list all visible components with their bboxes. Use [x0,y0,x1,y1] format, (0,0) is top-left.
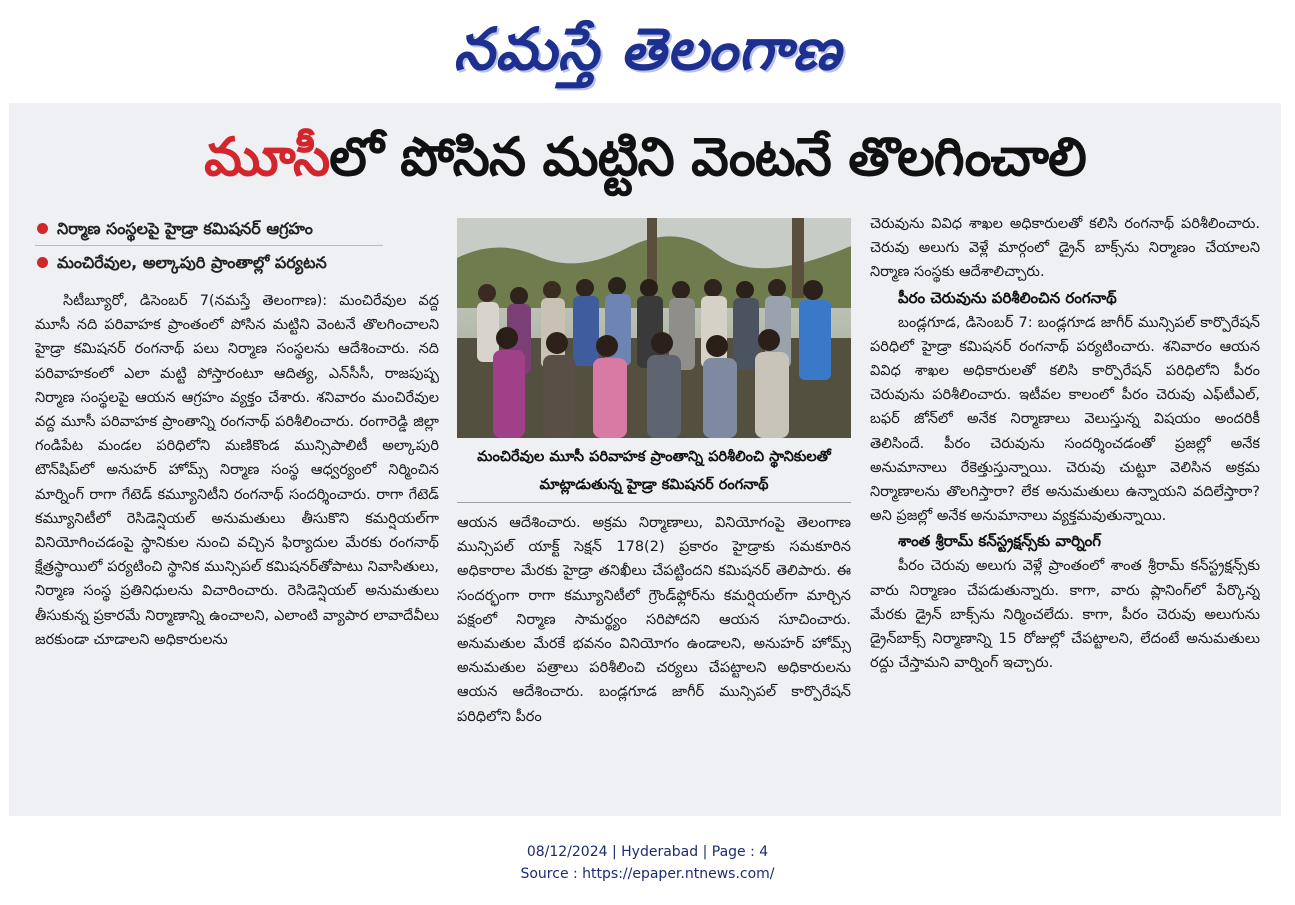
article-paragraph: ఆయన ఆదేశించారు. అక్రమ నిర్మాణాలు, వినియోగంపై తెలంగాణ మున్సిపల్ యాక్ట్ సెక్షన్ 178(2) ప్రకారం హైడ్రాకు సమకూరిన అధికారాల మేరకు హైడ్రా తనిఖీలు చేపట్టిందని కమిషనర్ తెలిపారు. ఈ సందర్భంగా రాగా కమ్యూనిటీలో గ్రౌండ్‌ఫ్లోర్‌ను కమర్షియల్‌గా మార్చిన పక్షంలో నిర్మాణ సామర్థ్యం సరిపోదని ఆయన సూచించారు. అనుమతుల మేరకే భవనం వినియోగం ఉండాలని, అనుహర్ హోమ్స్ అనుమతుల పత్రాలు పరిశీలించి చర్యలు చేపట్టాలని అధికారులను ఆయన ఆదేశించారు. బండ్లగూడ జాగీర్ మున్సిపల్ కార్పొరేషన్ పరిధిలోని పీరం [457,515,851,725]
subheading: పీరం చెరువును పరిశీలించిన రంగనాథ్ [898,288,1117,307]
source-line: Source : https://epaper.ntnews.com/ [520,866,775,882]
photo-caption: మంచిరేవుల మూసీ పరివాహక ప్రాంతాన్ని పరిశీలించి స్థానికులతో మాట్లాడుతున్న హైడ్రా కమిషనర్ రంగనాథ్ [457,443,851,503]
bullet-dot-icon [37,257,48,268]
article-paragraph: చెరువును వివిధ శాఖల అధికారులతో కలిసి రంగనాథ్ పరిశీలించారు. చెరువు అలుగు వెళ్లే మార్గంలో డ్రైన్ బాక్స్‌ను నిర్మాణం చేయాలని నిర్మాణ సంస్థకు ఆదేశాలిచ్చారు. [870,216,1260,281]
newspaper-logo: నమస్తే తెలంగాణ [453,15,842,83]
highlight-item [35,212,383,245]
headline-highlight: మూసీ [204,127,330,188]
bullet-dot-icon [37,223,48,234]
subheading: శాంత శ్రీరామ్ కన్‌స్ట్రక్షన్స్‌కు వార్నింగ్ [898,532,1101,551]
masthead [0,8,1295,90]
crowd-photo-image [457,218,851,438]
page-footer [0,841,1295,885]
headline [9,113,1281,203]
article-paragraph: సిటీబ్యూరో, డిసెంబర్ 7(నమస్తే తెలంగాణ): మంచిరేవుల వద్ద మూసీ నది పరివాహక ప్రాంతంలో పోసిన మట్టిని వెంటనే తొలగించాలని హైడ్రా కమిషనర్ రంగనాథ్ పలు నిర్మాణ సంస్థలను ఆదేశించారు. నది పరివాహకంలో ఎలా మట్టి పోస్తారంటూ ఆదిత్య, ఎన్‌సీసీ, రాజపుష్ప నిర్మాణ సంస్థలపై ఆయన ఆగ్రహం వ్యక్తం చేశారు. శనివారం మంచిరేవుల వద్ద మూసీ పరివాహక ప్రాంతాన్ని రంగనాథ్ పరిశీలించారు. రంగారెడ్డి జిల్లా గండిపేట మండల పరిధిలోని మణికొండ మున్సిపాలిటీ అల్కాపురి టౌన్‌షిప్‌లో అనుహర్ హోమ్స్ నిర్మాణ సంస్థ ఆధ్వర్యంలో నిర్మించిన మార్నింగ్ రాగా గేటెడ్ కమ్యూనిటీని రంగనాథ్ సందర్శించారు. రాగా గేటెడ్ కమ్యూనిటీలో రెసిడెన్షియల్ అనుమతులు తీసుకొని కమర్షియల్‌గా వినియోగించడంపై స్థానికుల నుంచి వచ్చిన ఫిర్యాదుల మేరకు రంగనాథ్ క్షేత్రస్థాయిలో పర్యటించి స్థానిక మున్సిపల్ కమిషనర్‌తోపాటు నివాసితులు, నిర్మాణ సంస్థ ప్రతినిధులను విచారించారు. రెసిడెన్షియల్ అనుమతులు తీసుకున్న ప్రకారమే నిర్మాణాన్ని ఉంచాలని, ఎలాంటి వ్యాపార లావాదేవీలు జరకుండా చూడాలని అధికారులను [35,293,439,648]
news-photo [457,218,851,438]
article-column-3 [870,212,1260,812]
news-clipping [9,103,1281,816]
highlight-item [35,245,383,278]
highlight-text: నిర్మాణ సంస్థలపై హైడ్రా కమిషనర్ ఆగ్రహం [57,219,313,238]
article-paragraph: బండ్లగూడ, డిసెంబర్ 7: బండ్లగూడ జాగీర్ మున్సిపల్ కార్పొరేషన్ పరిధిలో హైడ్రా కమిషనర్ రంగనాథ్ పర్యటించారు. శనివారం ఆయన వివిధ శాఖల అధికారులతో కలిసి కార్పొరేషన్ పరిధిలోని పీరం చెరువును పరిశీలించారు. ఇటీవల కాలంలో పీరం చెరువు ఎఫ్‌టీఎల్, బఫర్ జోన్‌లో అనేక నిర్మాణాలు వెలుస్తున్న విషయం అందరికీ తెలిసిందే. పీరం చెరువును సందర్శించడంతో ప్రజల్లో అనేక అనుమానాలు రేకెత్తుస్తున్నాయి. చెరువు చుట్టూ వెలిసిన అక్రమ నిర్మాణాలను తొలగిస్తారా? లేక అనుమతులు ఉన్నాయని వదిలేస్తారా? అని ప్రజల్లో అనేక అనుమానాలు వ్యక్తమవుతున్నాయి. [870,314,1260,525]
headline-text: లో పోసిన మట్టిని వెంటనే తొలగించాలి [329,127,1086,188]
highlight-text: మంచిరేవుల, అల్కాపురి ప్రాంతాల్లో పర్యటన [57,253,327,272]
article-paragraph: పీరం చెరువు అలుగు వెళ్లే ప్రాంతంలో శాంత శ్రీరామ్ కన్‌స్ట్రక్షన్స్‌కు వారు నిర్మాణం చేపడుతున్నారు. కాగా, వారు ప్లానింగ్‌లో పేర్కొన్న మేరకు డ్రైన్ బాక్స్‌ను నిర్మించలేదు. కాగా, పీరం చెరువు అలుగును డ్రైన్‌బాక్స్ నిర్మాణాన్ని 15 రోజుల్లో చేపట్టాలని, లేదంటే అనుమతులు రద్దు చేస్తామని వార్నింగ్ ఇచ్చారు. [870,558,1260,672]
dateline: 08/12/2024 | Hyderabad | Page : 4 [526,844,769,860]
article-column-1 [35,289,439,797]
highlights-list [35,212,383,278]
article-column-2 [457,511,851,801]
